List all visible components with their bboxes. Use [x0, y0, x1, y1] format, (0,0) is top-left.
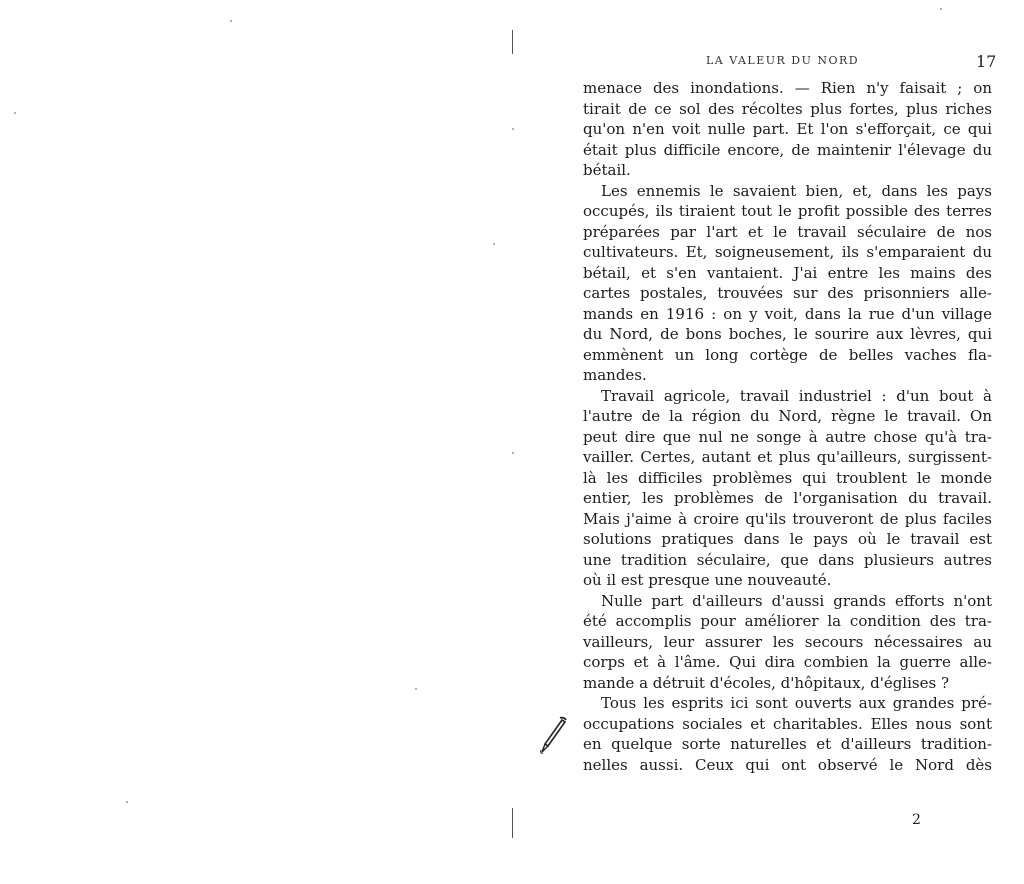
gutter-mark-top	[512, 30, 513, 54]
text-line: vailler. Certes, autant et plus qu'ailleurs, surgissent-	[583, 448, 992, 466]
text-block	[583, 78, 992, 775]
text-line: bétail.	[583, 161, 631, 179]
running-head: LA VALEUR DU NORD	[706, 54, 860, 67]
text-line: qu'on n'en voit nulle part. Et l'on s'efforçait, ce qui	[583, 120, 992, 138]
text-line: du Nord, de bons boches, le sourire aux lèvres, qui	[583, 325, 992, 343]
text-line: là les difficiles problèmes qui troublent le monde	[583, 468, 992, 487]
text-line: Mais j'aime à croire qu'ils trouveront de plus faciles	[583, 509, 992, 528]
text-line: mandes.	[583, 366, 647, 384]
scan-speck	[512, 452, 514, 454]
text-line: mande a détruit d'écoles, d'hôpitaux, d'églises ?	[583, 673, 949, 692]
text-line: corps et à l'âme. Qui dira combien la guerre alle-	[583, 653, 992, 671]
text-line: occupés, ils tiraient tout le profit possible des terres	[583, 202, 992, 220]
text-line: Travail agricole, travail industriel : d'un bout à	[601, 386, 992, 405]
signature-ref: 2	[912, 812, 921, 828]
scan-speck	[493, 243, 495, 245]
text-line: en quelque sorte naturelles et d'ailleurs tradition-	[583, 735, 992, 753]
text-line: cartes postales, trouvées sur des prisonniers alle-	[583, 284, 992, 302]
pen-annotation-icon	[538, 716, 568, 756]
scan-speck	[126, 801, 128, 803]
text-line: occupations sociales et charitables. Elles nous sont	[583, 714, 992, 733]
text-line: menace des inondations. — Rien n'y faisait ; on	[583, 79, 992, 97]
text-line: bétail, et s'en vantaient. J'ai entre les mains des	[583, 263, 992, 282]
scan-speck	[940, 8, 942, 10]
text-line: peut dire que nul ne songe à autre chose qu'à tra-	[583, 427, 992, 446]
text-line: une tradition séculaire, que dans plusieurs autres	[583, 550, 992, 569]
scan-speck	[415, 688, 417, 690]
text-line: l'autre de la région du Nord, règne le travail. On	[583, 407, 992, 425]
text-line: Les ennemis le savaient bien, et, dans les pays	[601, 181, 992, 200]
text-line: tirait de ce sol des récoltes plus fortes, plus riches	[583, 99, 992, 118]
text-line: été accomplis pour améliorer la condition des tra-	[583, 612, 992, 630]
text-line: mands en 1916 : on y voit, dans la rue d'un village	[583, 304, 992, 323]
page-number: 17	[976, 52, 997, 71]
text-line: était plus difficile encore, de maintenir l'élevage du	[583, 140, 992, 159]
scan-speck	[512, 128, 514, 130]
text-line: Nulle part d'ailleurs d'aussi grands efforts n'ont	[601, 591, 992, 610]
text-line: nelles aussi. Ceux qui ont observé le Nord dès	[583, 755, 992, 774]
text-line: préparées par l'art et le travail séculaire de nos	[583, 222, 992, 241]
text-line: où il est presque une nouveauté.	[583, 571, 832, 589]
text-line: vailleurs, leur assurer les secours nécessaires au	[583, 632, 992, 651]
text-line: emmènent un long cortège de belles vaches fla-	[583, 345, 992, 364]
text-line: solutions pratiques dans le pays où le travail est	[583, 530, 992, 548]
text-line: cultivateurs. Et, soigneusement, ils s'emparaient du	[583, 243, 992, 261]
text-line: entier, les problèmes de l'organisation du travail.	[583, 489, 992, 507]
gutter-mark-bottom	[512, 808, 513, 838]
text-line: Tous les esprits ici sont ouverts aux grandes pré-	[601, 694, 992, 712]
scan-speck	[14, 112, 16, 114]
scan-speck	[230, 20, 232, 22]
